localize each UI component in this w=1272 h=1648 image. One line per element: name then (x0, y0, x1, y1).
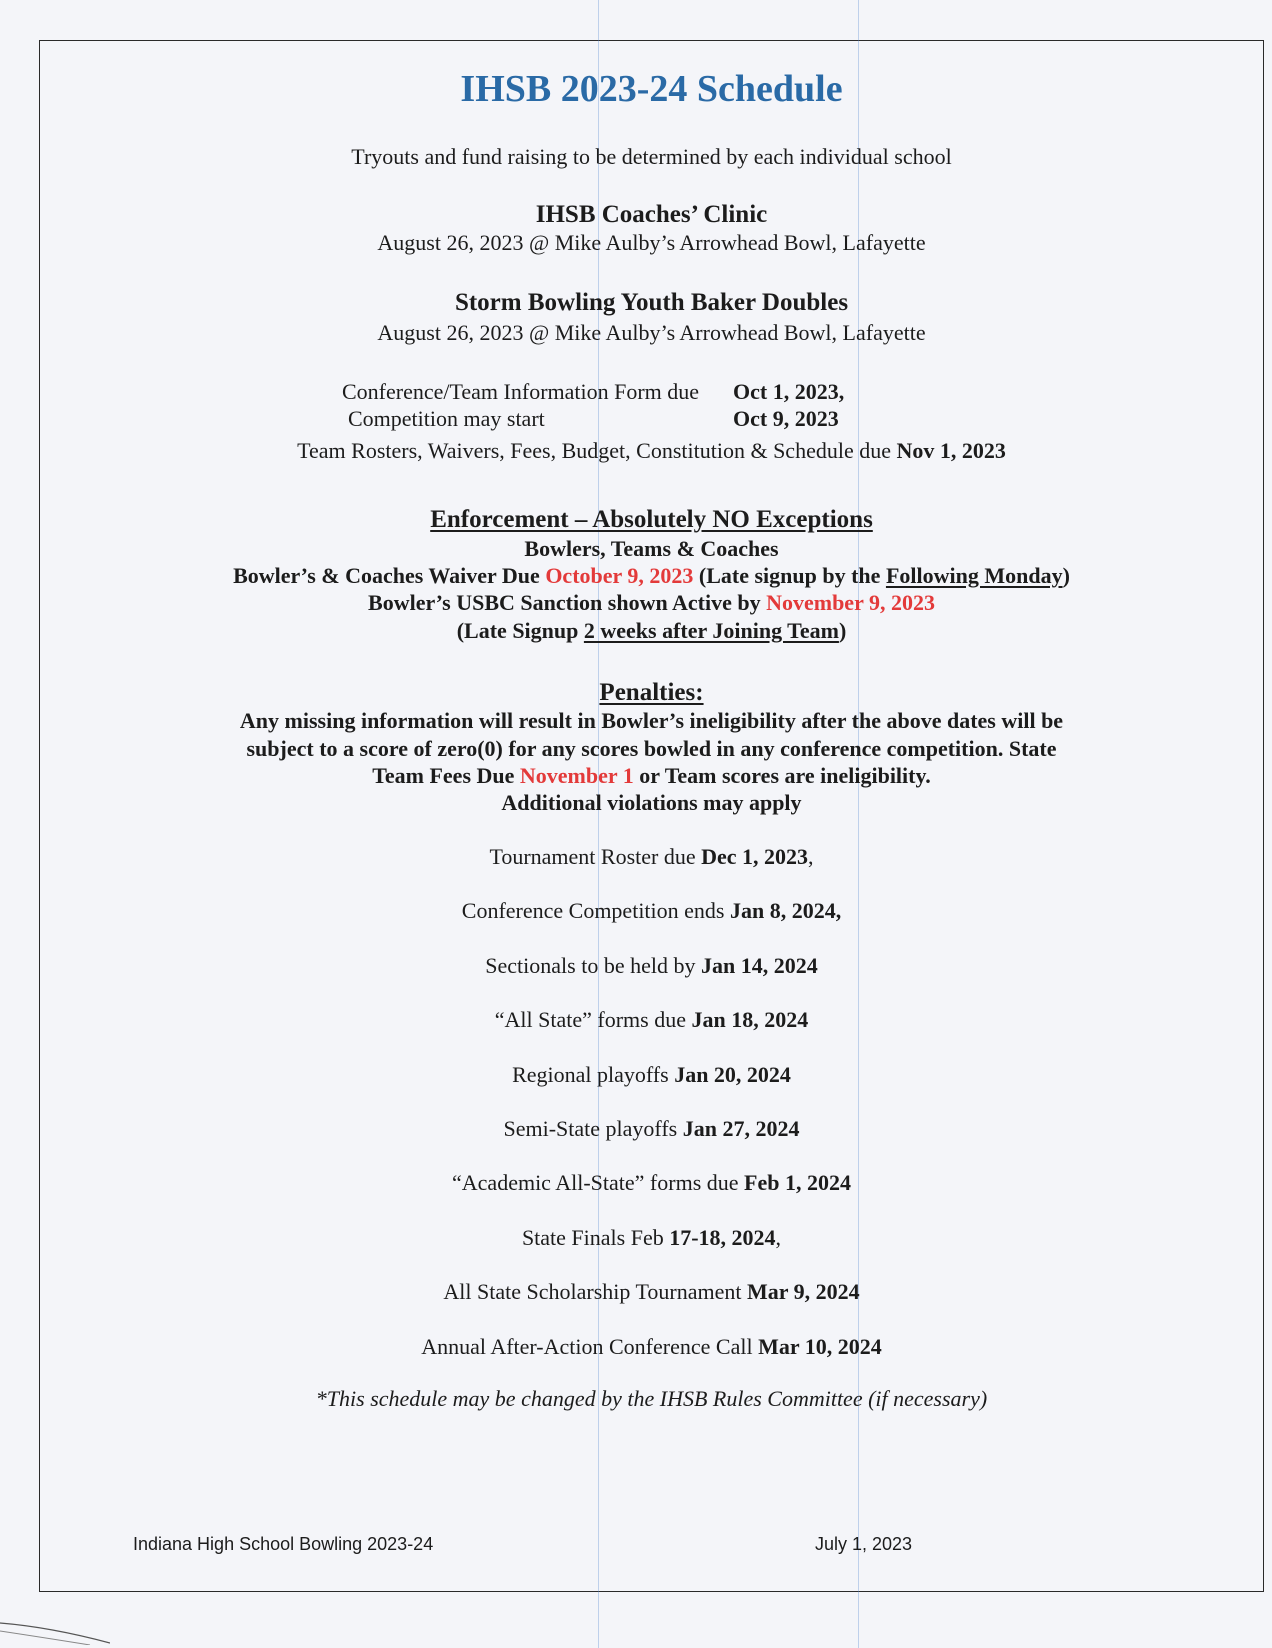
event-date: 17-18, 2024 (669, 1224, 776, 1250)
rosters-due-date: Nov 1, 2023 (896, 438, 1006, 463)
waiver-close-paren: ) (1062, 563, 1070, 588)
event-row (39, 1172, 1264, 1194)
waiver-line (39, 565, 1264, 587)
rosters-due-line (39, 440, 1264, 462)
competition-start-date: Oct 9, 2023 (733, 406, 839, 431)
doubles-heading: Storm Bowling Youth Baker Doubles (454, 289, 849, 316)
event-label: Tournament Roster due (489, 844, 696, 869)
event-label: Annual After-Action Conference Call (421, 1333, 753, 1359)
team-fees-date: November 1 (519, 763, 634, 788)
event-row (39, 1061, 1264, 1087)
late-signup-label: (Late Signup (456, 618, 579, 643)
event-row (39, 1333, 1264, 1359)
sanction-date: November 9, 2023 (766, 590, 935, 615)
event-date: Dec 1, 2023 (701, 844, 809, 869)
late-signup-close-paren: ) (838, 618, 847, 643)
event-label: All State Scholarship Tournament (443, 1279, 742, 1305)
event-label: Semi-State playoffs (503, 1116, 678, 1141)
waiver-late-text: (Late signup by the (698, 563, 881, 588)
event-date: Jan 20, 2024 (674, 1061, 791, 1087)
event-suffix: , (775, 1224, 782, 1250)
doubles-details: August 26, 2023 @ Mike Aulby’s Arrowhead Bowl, Lafayette (377, 320, 926, 345)
clinic-details: August 26, 2023 @ Mike Aulby’s Arrowhead Bowl, Lafayette (377, 230, 926, 255)
event-row (39, 1118, 1264, 1140)
clinic-heading: IHSB Coaches’ Clinic (535, 201, 768, 228)
footer-org: Indiana High School Bowling 2023-24 (133, 1534, 434, 1554)
penalties-line-1: Any missing information will result in Bowler’s ineligibility after the above dates will be (239, 708, 1064, 733)
penalties-line-2: subject to a score of zero(0) for any scores bowled in any conference competition. State (246, 736, 1057, 761)
competition-start-label: Competition may start (348, 406, 545, 431)
intro-text: Tryouts and fund raising to be determined by each individual school (351, 144, 952, 169)
event-row (39, 1224, 1264, 1250)
event-date: Mar 9, 2024 (746, 1279, 860, 1305)
event-date: Jan 14, 2024 (700, 952, 818, 978)
rosters-due-label: Team Rosters, Waivers, Fees, Budget, Constitution & Schedule due (297, 438, 891, 463)
waiver-date: October 9, 2023 (545, 563, 694, 588)
penalties-line-3 (39, 765, 1264, 787)
enforcement-heading: Enforcement – Absolutely NO Exceptions (430, 506, 873, 533)
event-label: Regional playoffs (512, 1061, 669, 1087)
sanction-label: Bowler’s USBC Sanction shown Active by (368, 590, 761, 615)
form-due-label: Conference/Team Information Form due (342, 379, 700, 404)
page-curl-shadow (0, 1615, 110, 1645)
event-row (39, 846, 1264, 868)
event-date: Mar 10, 2024 (758, 1333, 882, 1359)
penalties-heading: Penalties: (599, 679, 704, 706)
disclaimer: *This schedule may be changed by the IHSB Rules Committee (if necessary) (315, 1386, 988, 1411)
event-label: Conference Competition ends (461, 898, 725, 924)
waiver-late-day: Following Monday (885, 563, 1063, 588)
penalties-line-4: Additional violations may apply (501, 790, 802, 815)
event-label: “All State” forms due (494, 1007, 686, 1033)
event-row (39, 1009, 1264, 1031)
team-fees-label: Team Fees Due (372, 763, 515, 788)
event-row (39, 1281, 1264, 1303)
deadline-table (342, 381, 882, 441)
footer-date: July 1, 2023 (815, 1534, 913, 1554)
event-date: Jan 27, 2024 (682, 1116, 800, 1141)
event-label: Sectionals to be held by (485, 952, 696, 978)
sanction-line (39, 592, 1264, 614)
event-suffix: , (808, 844, 814, 869)
page-border (39, 40, 1264, 1592)
late-signup-period: 2 weeks after Joining Team (583, 618, 839, 643)
form-due-date: Oct 1, 2023, (733, 379, 845, 404)
event-label: “Academic All-State” forms due (452, 1170, 739, 1196)
event-row (39, 900, 1264, 922)
event-date: Feb 1, 2024 (744, 1170, 851, 1196)
team-fees-consequence: or Team scores are ineligibility. (639, 763, 931, 788)
event-row (39, 952, 1264, 978)
enforcement-subheading: Bowlers, Teams & Coaches (524, 536, 779, 561)
event-label: State Finals Feb (521, 1224, 664, 1250)
event-date: Jan 8, 2024, (729, 898, 842, 924)
late-signup-line (39, 620, 1264, 642)
event-date: Jan 18, 2024 (691, 1007, 809, 1033)
page-title: IHSB 2023-24 Schedule (460, 68, 843, 110)
waiver-label: Bowler’s & Coaches Waiver Due (233, 563, 540, 588)
